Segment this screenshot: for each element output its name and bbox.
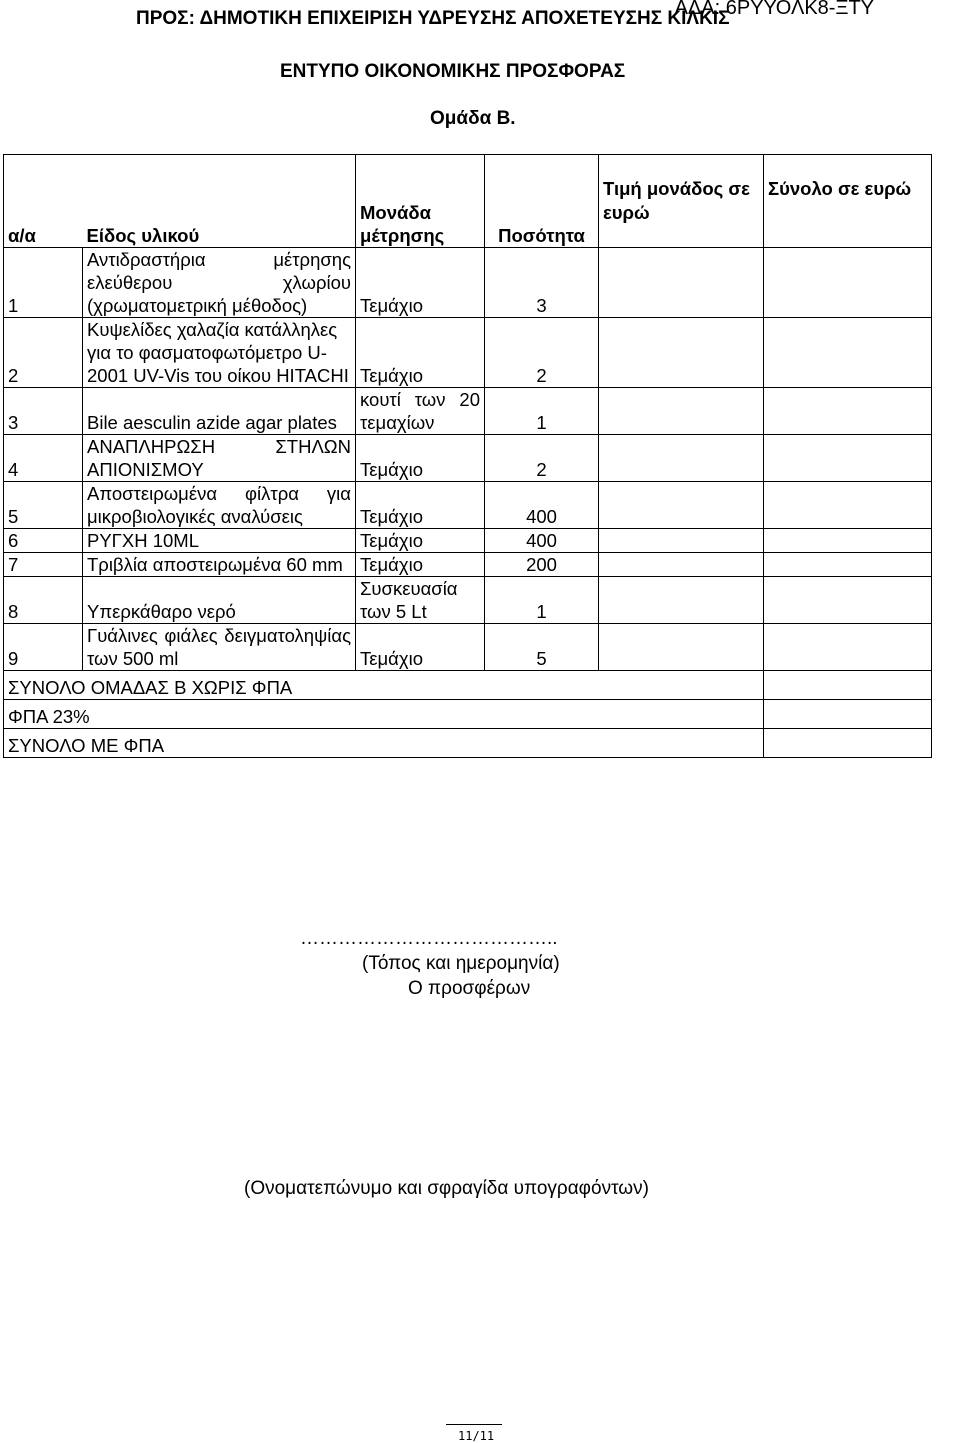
table-row — [4, 529, 932, 553]
row-total-cell[interactable] — [764, 577, 932, 624]
group-label: Ομάδα Β. — [430, 108, 516, 129]
header-unit: Μονάδα μέτρησης — [356, 155, 485, 248]
row-desc: ΡΥΓΧΗ 10ML — [83, 529, 356, 553]
place-date-caption: (Τόπος και ημερομηνία) — [362, 953, 560, 974]
header-num: α/α — [8, 225, 36, 246]
summary-row — [4, 729, 932, 758]
table-header-row — [4, 155, 932, 248]
row-qty: 5 — [485, 624, 599, 671]
header-total: Σύνολο σε ευρώ — [764, 155, 932, 248]
total-without-vat-label: ΣΥΝΟΛΟ ΟΜΑΔΑΣ Β ΧΩΡΙΣ ΦΠΑ — [4, 671, 764, 700]
row-qty: 1 — [485, 577, 599, 624]
row-total-cell[interactable] — [764, 553, 932, 577]
row-num: 2 — [4, 318, 83, 388]
vat-cell[interactable] — [764, 700, 932, 729]
vat-label: ΦΠΑ 23% — [4, 700, 764, 729]
row-price-cell[interactable] — [599, 624, 764, 671]
row-num: 1 — [4, 248, 83, 318]
form-title: ΕΝΤΥΠΟ ΟΙΚΟΝΟΜΙΚΗΣ ΠΡΟΣΦΟΡΑΣ — [280, 61, 626, 82]
row-desc: Αποστειρωμένα φίλτρα για μικροβιολογικές αναλύσεις — [83, 482, 356, 529]
row-total-cell[interactable] — [764, 624, 932, 671]
header-price: Τιμή μονάδος σε ευρώ — [599, 155, 764, 248]
row-num: 5 — [4, 482, 83, 529]
row-unit: Τεμάχιο — [356, 482, 485, 529]
table-row — [4, 388, 932, 435]
table-row — [4, 577, 932, 624]
row-num: 3 — [4, 388, 83, 435]
row-unit: κουτί των 20 τεμαχίων — [356, 388, 485, 435]
row-unit: Τεμάχιο — [356, 248, 485, 318]
row-qty: 1 — [485, 388, 599, 435]
row-price-cell[interactable] — [599, 435, 764, 482]
row-total-cell[interactable] — [764, 529, 932, 553]
row-total-cell[interactable] — [764, 248, 932, 318]
table-row — [4, 318, 932, 388]
row-qty: 2 — [485, 318, 599, 388]
page-number: 11/11 — [458, 1429, 495, 1443]
footer-rule — [446, 1424, 502, 1425]
row-unit: Τεμάχιο — [356, 553, 485, 577]
total-with-vat-label: ΣΥΝΟΛΟ ΜΕ ΦΠΑ — [4, 729, 764, 758]
table-row — [4, 553, 932, 577]
table-row — [4, 435, 932, 482]
row-total-cell[interactable] — [764, 435, 932, 482]
row-price-cell[interactable] — [599, 529, 764, 553]
row-price-cell[interactable] — [599, 577, 764, 624]
row-price-cell[interactable] — [599, 388, 764, 435]
recipient-line: ΠΡΟΣ: ΔΗΜΟΤΙΚΗ ΕΠΙΧΕΙΡΙΣΗ ΥΔΡΕΥΣΗΣ ΑΠΟΧΕΤΕΥΣΗΣ ΚΙΛΚΙΣ — [136, 8, 730, 29]
row-qty: 2 — [485, 435, 599, 482]
row-desc: Bile aesculin azide agar plates — [83, 388, 356, 435]
row-qty: 200 — [485, 553, 599, 577]
row-num: 6 — [4, 529, 83, 553]
table-row — [4, 624, 932, 671]
total-without-vat-cell[interactable] — [764, 671, 932, 700]
offerer-caption: Ο προσφέρων — [408, 978, 531, 999]
row-unit: Τεμάχιο — [356, 318, 485, 388]
signatories-caption: (Ονοματεπώνυμο και σφραγίδα υπογραφόντων) — [244, 1178, 649, 1199]
total-with-vat-cell[interactable] — [764, 729, 932, 758]
row-total-cell[interactable] — [764, 318, 932, 388]
table-row — [4, 248, 932, 318]
row-price-cell[interactable] — [599, 553, 764, 577]
row-desc: Κυψελίδες χαλαζία κατάλληλες για το φασματοφωτόμετρο U-2001 UV-Vis του οίκου HITACHI — [83, 318, 356, 388]
row-num: 7 — [4, 553, 83, 577]
row-desc: Υπερκάθαρο νερό — [83, 577, 356, 624]
row-qty: 400 — [485, 529, 599, 553]
row-price-cell[interactable] — [599, 482, 764, 529]
table-row — [4, 482, 932, 529]
row-desc: Γυάλινες φιάλες δειγματοληψίας των 500 ml — [83, 624, 356, 671]
row-total-cell[interactable] — [764, 482, 932, 529]
row-unit: Τεμάχιο — [356, 435, 485, 482]
row-unit: Συσκευασία των 5 Lt — [356, 577, 485, 624]
row-price-cell[interactable] — [599, 248, 764, 318]
summary-row — [4, 700, 932, 729]
ada-code: ΑΔΑ: 6ΡΥΥΟΛΚ8-ΞΤΥ — [674, 0, 874, 19]
row-qty: 400 — [485, 482, 599, 529]
row-desc: Αντιδραστήρια μέτρησης ελεύθερου χλωρίου (χρωματομετρική μέθοδος) — [83, 248, 356, 318]
date-place-dotted-line: ………………………………….. — [300, 928, 558, 949]
header-desc: Είδος υλικού — [86, 225, 200, 246]
row-num: 8 — [4, 577, 83, 624]
row-num: 9 — [4, 624, 83, 671]
row-unit: Τεμάχιο — [356, 529, 485, 553]
summary-row — [4, 671, 932, 700]
row-total-cell[interactable] — [764, 388, 932, 435]
row-unit: Τεμάχιο — [356, 624, 485, 671]
row-desc: ΑΝΑΠΛΗΡΩΣΗ ΣΤΗΛΩΝ ΑΠΙΟΝΙΣΜΟΥ — [83, 435, 356, 482]
row-desc: Τριβλία αποστειρωμένα 60 mm — [83, 553, 356, 577]
offer-table — [3, 154, 932, 758]
row-qty: 3 — [485, 248, 599, 318]
row-num: 4 — [4, 435, 83, 482]
header-qty: Ποσότητα — [485, 155, 599, 248]
row-price-cell[interactable] — [599, 318, 764, 388]
